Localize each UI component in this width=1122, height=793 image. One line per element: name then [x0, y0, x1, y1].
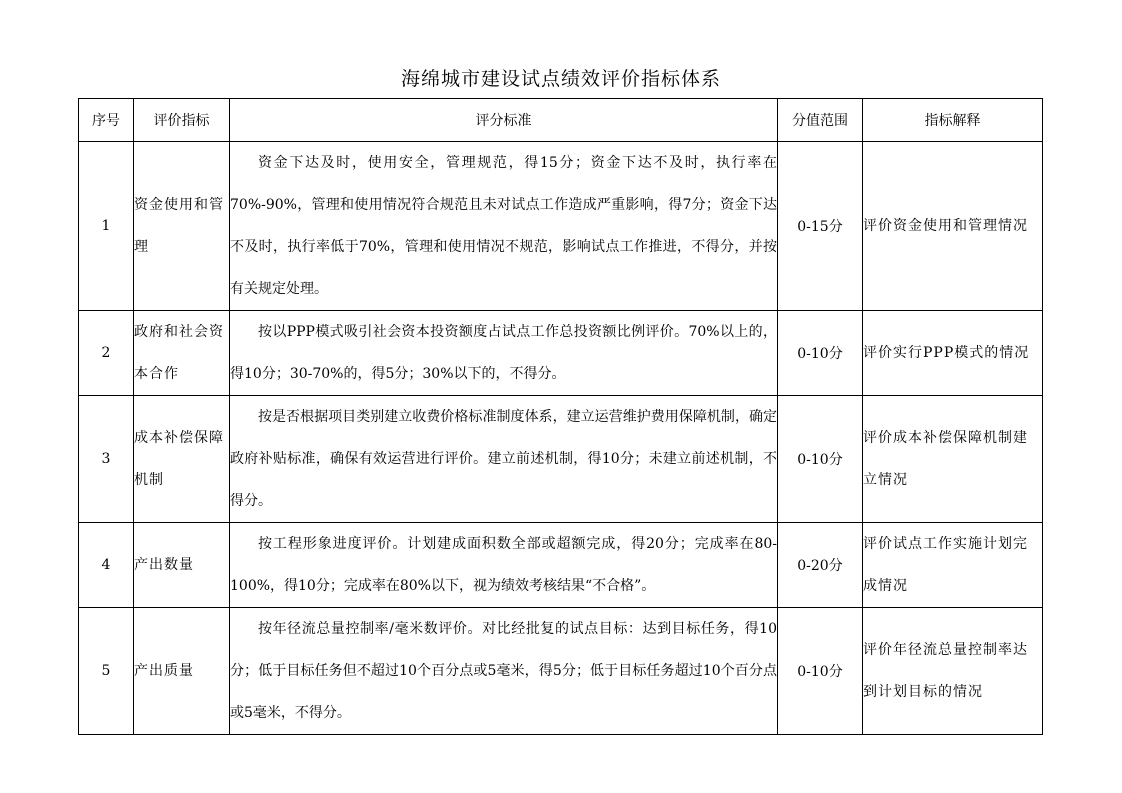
row-criteria: [230, 396, 778, 523]
row-range: 0-10分: [778, 608, 863, 735]
row-indicator: 资金使用和管理: [134, 142, 230, 311]
row-criteria-text: 按年径流总量控制率/毫米数评价。对比经批复的试点目标：达到目标任务，得10分；低于目标任务但不超过10个百分点或5毫米，得5分；低于目标任务超过10个百分点或5毫米，不得分。: [230, 621, 777, 721]
row-explanation: 评价年径流总量控制率达到计划目标的情况: [863, 608, 1043, 735]
evaluation-table: [78, 98, 1043, 735]
row-explanation: 评价成本补偿保障机制建立情况: [863, 396, 1043, 523]
row-range: 0-15分: [778, 142, 863, 311]
row-explanation: 评价实行PPP模式的情况: [863, 311, 1043, 396]
row-indicator: 成本补偿保障机制: [134, 396, 230, 523]
row-range: 0-10分: [778, 396, 863, 523]
row-criteria-text: 资金下达及时，使用安全，管理规范，得15分；资金下达不及时，执行率在70%-90%，管理和使用情况符合规范且未对试点工作造成严重影响，得7分；资金下达不及时，执行率低于70%，管理和使用情况不规范，影响试点工作推进，不得分，并按有关规定处理。: [230, 155, 777, 297]
table-row: [79, 396, 1043, 523]
table-row: [79, 311, 1043, 396]
row-criteria-text: 按工程形象进度评价。计划建成面积数全部或超额完成，得20分；完成率在80-100%，得10分；完成率在80%以下，视为绩效考核结果“不合格”。: [230, 536, 777, 594]
table-row: [79, 608, 1043, 735]
row-index: 2: [79, 311, 134, 396]
header-indicator: 评价指标: [134, 99, 230, 142]
header-criteria: 评分标准: [230, 99, 778, 142]
row-indicator: 产出质量: [134, 608, 230, 735]
row-criteria: [230, 142, 778, 311]
page-title: 海绵城市建设试点绩效评价指标体系: [400, 68, 721, 90]
row-criteria: [230, 608, 778, 735]
row-explanation: 评价试点工作实施计划完成情况: [863, 523, 1043, 608]
row-index: 4: [79, 523, 134, 608]
row-index: 3: [79, 396, 134, 523]
header-index: 序号: [79, 99, 134, 142]
row-criteria-text: 按是否根据项目类别建立收费价格标准制度体系，建立运营维护费用保障机制，确定政府补贴标准，确保有效运营进行评价。建立前述机制，得10分；未建立前述机制，不得分。: [230, 409, 777, 509]
table-row: [79, 142, 1043, 311]
row-index: 5: [79, 608, 134, 735]
table-row: [79, 523, 1043, 608]
row-index: 1: [79, 142, 134, 311]
table-header-row: [79, 99, 1043, 142]
row-range: 0-20分: [778, 523, 863, 608]
row-criteria-text: 按以PPP模式吸引社会资本投资额度占试点工作总投资额比例评价。70%以上的，得10分；30-70%的，得5分；30%以下的，不得分。: [230, 324, 777, 382]
header-range: 分值范围: [778, 99, 863, 142]
row-explanation: 评价资金使用和管理情况: [863, 142, 1043, 311]
header-explanation: 指标解释: [863, 99, 1043, 142]
row-indicator: 政府和社会资本合作: [134, 311, 230, 396]
row-criteria: [230, 523, 778, 608]
row-range: 0-10分: [778, 311, 863, 396]
row-indicator: 产出数量: [134, 523, 230, 608]
row-criteria: [230, 311, 778, 396]
